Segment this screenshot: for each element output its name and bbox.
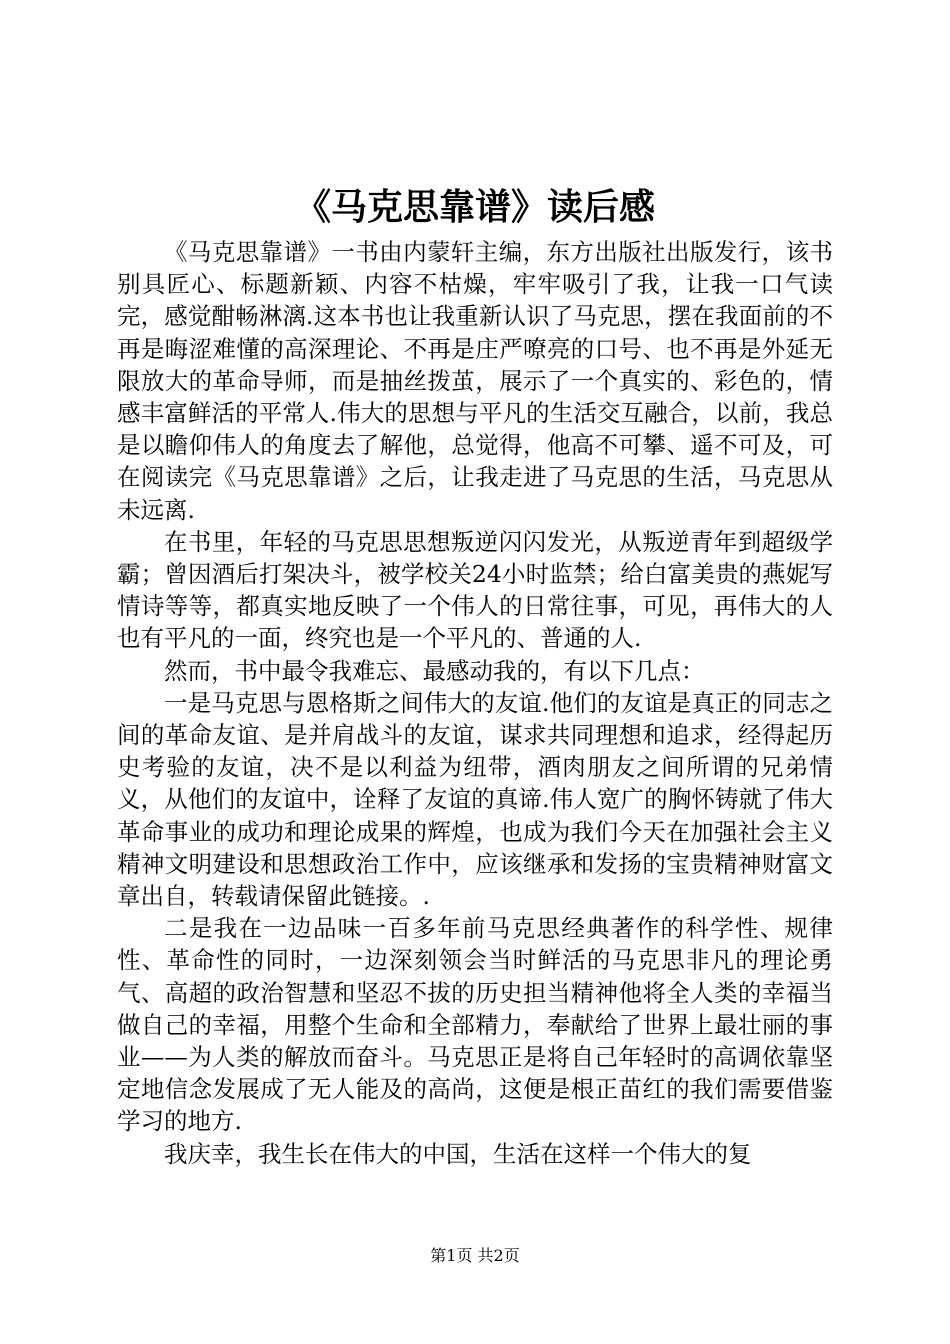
page-footer — [0, 1244, 950, 1268]
paragraph-points-intro: 然而，书中最令我难忘、最感动我的，有以下几点： — [164, 656, 705, 685]
paragraph-youth: 在书里，年轻的马克思思想叛逆闪闪发光，从叛逆青年到超级学霸；曾因酒后打架决斗，被学校关24小时监禁；给白富美贵的燕妮写情诗等等，都真实地反映了一个伟人的日常往事，可见，再伟大的人也有平凡的一面，终究也是一个平凡的、普通的人. — [117, 527, 833, 653]
page-title: 《马克思靠谱》读后感 — [294, 187, 655, 228]
paragraph-closing: 我庆幸，我生长在伟大的中国，生活在这样一个伟大的复 — [164, 1139, 752, 1168]
document-body — [117, 236, 833, 1170]
paragraph-point-one: 一是马克思与恩格斯之间伟大的友谊.他们的友谊是真正的同志之间的革命友谊、是并肩战斗的友谊，谋求共同理想和追求，经得起历史考验的友谊，决不是以利益为纽带，酒肉朋友之间所谓的兄弟情义，从他们的友谊中，诠释了友谊的真谛.伟人宽广的胸怀铸就了伟大革命事业的成功和理论成果的辉煌，也成为我们今天在加强社会主义精神文明建设和思想政治工作中，应该继承和发扬的宝贵精神财富文章出自，转载请保留此链接。. — [117, 688, 833, 911]
paragraph-point-two: 二是我在一边品味一百多年前马克思经典著作的科学性、规律性、革命性的同时，一边深刻领会当时鲜活的马克思非凡的理论勇气、高超的政治智慧和坚忍不拔的历史担当精神他将全人类的幸福当做自己的幸福，用整个生命和全部精力，奉献给了世界上最壮丽的事业——为人类的解放而奋斗。马克思正是将自己年轻时的高调依靠坚定地信念发展成了无人能及的高尚，这便是根正苗红的我们需要借鉴学习的地方. — [117, 914, 833, 1136]
page-number: 第1页 共2页 — [430, 1246, 520, 1265]
paragraph-intro: 《马克思靠谱》一书由内蒙轩主编，东方出版社出版发行，该书别具匠心、标题新颖、内容不枯燥，牢牢吸引了我，让我一口气读完，感觉酣畅淋漓.这本书也让我重新认识了马克思，摆在我面前的不再是晦涩难懂的高深理论、不再是庄严嘹亮的口号、也不再是外延无限放大的革命导师，而是抽丝拨茧，展示了一个真实的、彩色的，情感丰富鲜活的平常人.伟大的思想与平凡的生活交互融合，以前，我总是以瞻仰伟人的角度去了解他，总觉得，他高不可攀、遥不可及，可在阅读完《马克思靠谱》之后，让我走进了马克思的生活，马克思从未远离. — [117, 238, 833, 524]
